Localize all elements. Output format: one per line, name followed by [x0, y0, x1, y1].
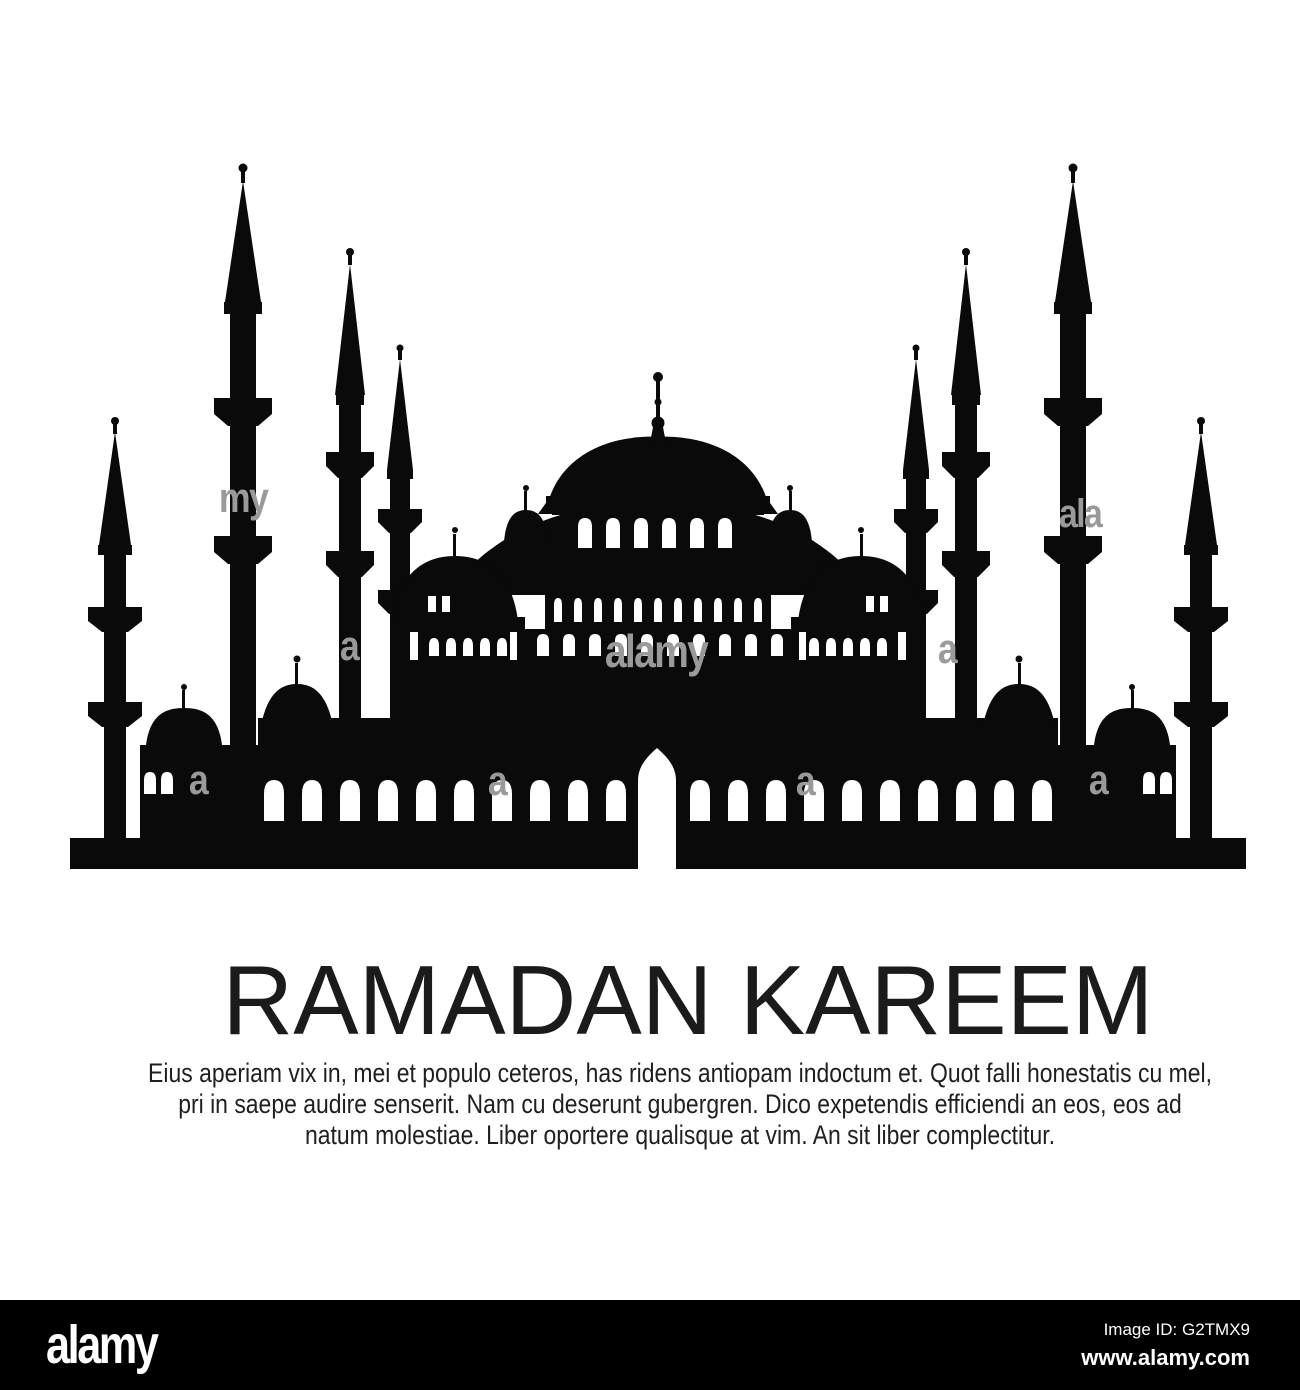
body-text-line-3: natum molestiae. Liber oportere qualisque at vim. An sit liber complectitur.: [304, 1120, 1056, 1150]
body-text-line-2: pri in saepe audire senserit. Nam cu deserunt gubergren. Dico expetendis efficiendi an eos, eos ad: [178, 1089, 1182, 1119]
watermark-fragment-right: ala: [1058, 492, 1102, 536]
page-title: RAMADAN KAREEM: [222, 945, 1154, 1055]
alamy-logo: alamy: [46, 1315, 157, 1375]
watermark-fragment-left: my: [218, 474, 268, 521]
watermark-letter-a: a: [937, 625, 957, 672]
footer-info: [1081, 1317, 1250, 1373]
alamy-url: www.alamy.com: [1081, 1345, 1250, 1370]
watermark-letter-a: a: [339, 622, 359, 669]
watermark-letter-a: a: [188, 756, 208, 803]
watermark-letter-a: a: [1088, 756, 1108, 803]
entrance-door: [638, 748, 676, 869]
watermark-letter-a: a: [487, 757, 507, 804]
dome-finial: [650, 372, 666, 443]
watermark-letter-a: a: [795, 757, 815, 804]
body-text: [30, 1058, 1300, 1151]
watermark-alamy-center: alamy: [604, 625, 708, 677]
body-text-line-1: Eius aperiam vix in, mei et populo ceteros, has ridens antiopam indoctum et. Quot falli honestatis cu mel,: [148, 1058, 1212, 1088]
central-dome: [546, 437, 770, 515]
watermark-footer-bar: [0, 1300, 1300, 1390]
image-id-label: Image ID: G2TMX9: [1103, 1320, 1250, 1339]
